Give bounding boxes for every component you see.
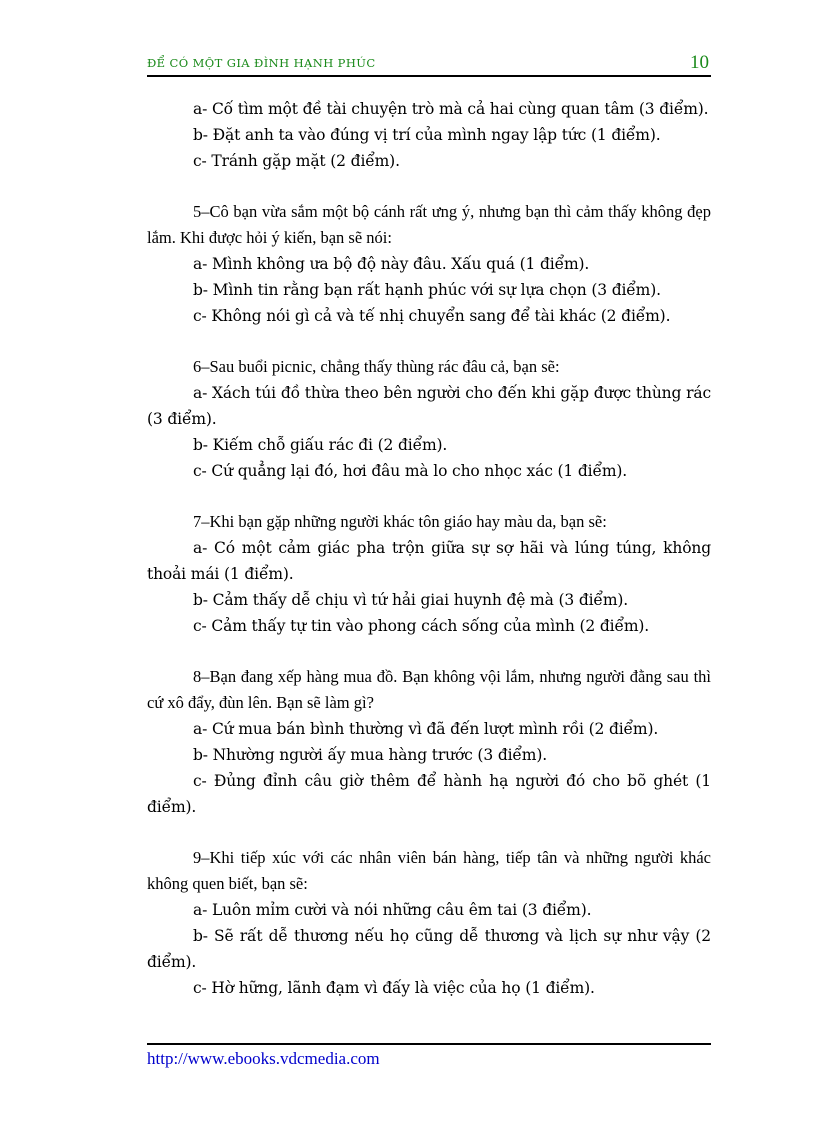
question-text: 8–Bạn đang xếp hàng mua đồ. Bạn không vội lắm, nhưng người đằng sau thì cứ xô đẩy, đùn lên. Bạn sẽ làm gì? xyxy=(147,667,711,712)
option-c: c- Không nói gì cả và tế nhị chuyển sang để tài khác (2 điểm). xyxy=(193,307,671,325)
header-divider xyxy=(147,75,711,77)
option-c: c- Cảm thấy tự tin vào phong cách sống của mình (2 điểm). xyxy=(193,617,650,635)
option-a: a- Mình không ưa bộ độ này đâu. Xấu quá (1 điểm). xyxy=(193,255,590,273)
option-b: b- Sẽ rất dễ thương nếu họ cũng dễ thương và lịch sự như vậy (2 điểm). xyxy=(147,927,711,971)
question-text: 9–Khi tiếp xúc với các nhân viên bán hàng, tiếp tân và những người khác không quen biết, bạn sẽ: xyxy=(147,848,711,893)
option-c: c- Đủng đỉnh câu giờ thêm để hành hạ người đó cho bõ ghét (1 điểm). xyxy=(147,772,711,816)
option-a: a- Có một cảm giác pha trộn giữa sự sợ hãi và lúng túng, không thoải mái (1 điểm). xyxy=(147,539,711,583)
option-c: c- Cứ quẳng lại đó, hơi đâu mà lo cho nhọc xác (1 điểm). xyxy=(193,462,628,480)
question-text: 7–Khi bạn gặp những người khác tôn giáo hay màu da, bạn sẽ: xyxy=(193,512,607,531)
question-6 xyxy=(147,354,711,484)
header-title: ĐỂ CÓ MỘT GIA ĐÌNH HẠNH PHÚC xyxy=(147,56,376,70)
question-7 xyxy=(147,509,711,639)
page-footer xyxy=(147,1043,711,1069)
question-8 xyxy=(147,664,711,820)
question-9 xyxy=(147,845,711,1001)
intro-options xyxy=(147,96,711,174)
page-number: 10 xyxy=(690,52,709,73)
page-content xyxy=(147,96,711,1001)
option-b: b- Kiếm chỗ giấu rác đi (2 điểm). xyxy=(193,436,448,454)
option-a: a- Cố tìm một đề tài chuyện trò mà cả hai cùng quan tâm (3 điểm). xyxy=(193,100,709,118)
option-b: b- Nhường người ấy mua hàng trước (3 điểm). xyxy=(193,746,548,764)
page-header xyxy=(147,52,711,78)
option-a: a- Xách túi đồ thừa theo bên người cho đến khi gặp được thùng rác (3 điểm). xyxy=(147,384,711,428)
option-b: b- Mình tin rằng bạn rất hạnh phúc với sự lựa chọn (3 điểm). xyxy=(193,281,661,299)
question-text: 5–Cô bạn vừa sắm một bộ cánh rất ưng ý, nhưng bạn thì cảm thấy không đẹp lắm. Khi được hỏi ý kiến, bạn sẽ nói: xyxy=(147,202,711,247)
option-c: c- Tránh gặp mặt (2 điểm). xyxy=(193,152,400,170)
option-b: b- Đặt anh ta vào đúng vị trí của mình ngay lập tức (1 điểm). xyxy=(193,126,661,144)
footer-divider xyxy=(147,1043,711,1045)
footer-link[interactable]: http://www.ebooks.vdcmedia.com xyxy=(147,1049,380,1068)
option-c: c- Hờ hững, lãnh đạm vì đấy là việc của họ (1 điểm). xyxy=(193,979,595,997)
option-a: a- Cứ mua bán bình thường vì đã đến lượt mình rồi (2 điểm). xyxy=(193,720,659,738)
option-a: a- Luôn mỉm cười và nói những câu êm tai (3 điểm). xyxy=(193,901,592,919)
option-b: b- Cảm thấy dễ chịu vì tứ hải giai huynh đệ mà (3 điểm). xyxy=(193,591,629,609)
question-text: 6–Sau buổi picnic, chẳng thấy thùng rác đâu cả, bạn sẽ: xyxy=(193,357,560,376)
question-5 xyxy=(147,199,711,329)
